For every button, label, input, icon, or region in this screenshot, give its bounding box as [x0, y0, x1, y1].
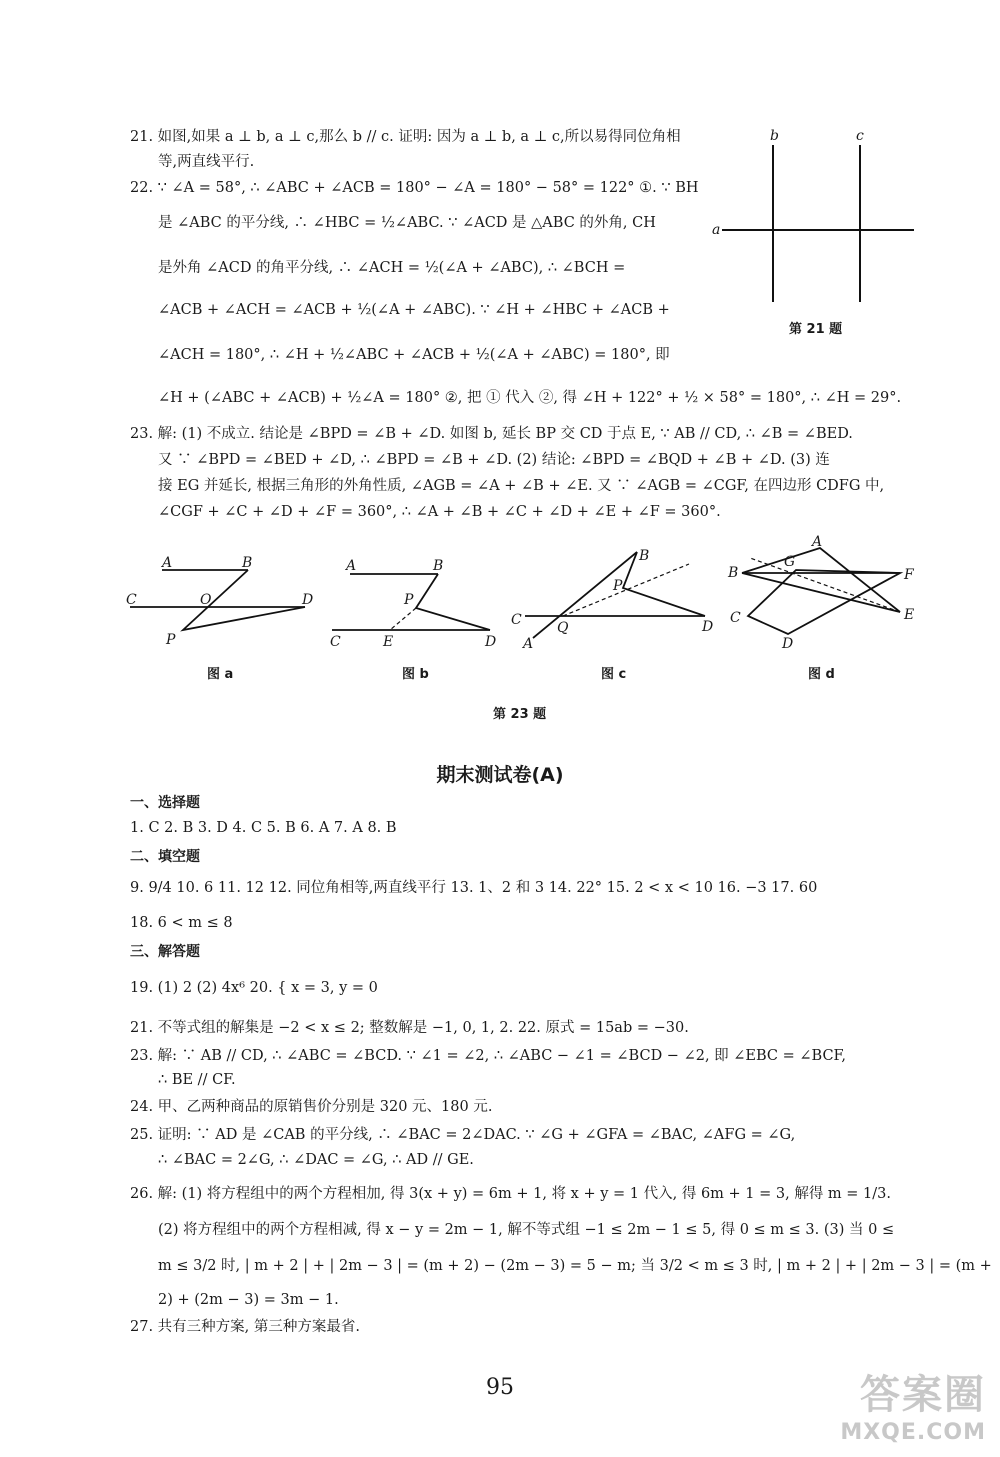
label-D: D	[782, 636, 794, 652]
label-D: D	[485, 634, 497, 650]
label-D: D	[302, 592, 314, 608]
watermark-line2: MXQE.COM	[840, 1420, 986, 1445]
fill-answers-1: 9. 9/4 10. 6 11. 12 12. 同位角相等,两直线平行 13. 1、2 和 3 14. 22° 15. 2 < x < 10 16. −3 17. 60	[130, 880, 818, 896]
q25-line2: ∴ ∠BAC = 2∠G, ∴ ∠DAC = ∠G, ∴ AD // GE.	[158, 1152, 474, 1168]
figure-23b	[320, 550, 520, 650]
q25-line1: 25. 证明: ∵ AD 是 ∠CAB 的平分线, ∴ ∠BAC = 2∠DAC. ∵ ∠G + ∠GFA = ∠BAC, ∠AFG = ∠G,	[130, 1127, 796, 1143]
q24: 24. 甲、乙两种商品的原销售价分别是 320 元、180 元.	[130, 1099, 493, 1115]
fig-b-caption: 图 b	[402, 667, 429, 682]
label-A: A	[523, 636, 534, 652]
label-P: P	[166, 632, 176, 648]
dashed-PE	[390, 608, 416, 630]
q22-line2: 是 ∠ABC 的平分线, ∴ ∠HBC = ½∠ABC. ∵ ∠ACD 是 △ABC 的外角, CH	[158, 215, 656, 231]
label-C: C	[330, 634, 341, 650]
label-b: b	[770, 128, 779, 144]
fig21-caption: 第 21 题	[789, 322, 843, 337]
label-E: E	[383, 634, 394, 650]
label-A: A	[346, 558, 357, 574]
q21-line2: 等,两直线平行.	[158, 154, 255, 170]
q23-line1: 23. 解: ∵ AB // CD, ∴ ∠ABC = ∠BCD. ∵ ∠1 = ∠2, ∴ ∠ABC − ∠1 = ∠BCD − ∠2, 即 ∠EBC = ∠BCF,	[130, 1048, 846, 1064]
q22-line3: 是外角 ∠ACD 的角平分线, ∴ ∠ACH = ½(∠A + ∠ABC), ∴ ∠BCH =	[158, 260, 626, 276]
fig23-caption: 第 23 题	[493, 707, 547, 722]
fill-answers-2: 18. 6 < m ≤ 8	[130, 915, 233, 931]
fig-c-caption: 图 c	[601, 667, 627, 682]
q23-line4: ∠CGF + ∠C + ∠D + ∠F = 360°, ∴ ∠A + ∠B + ∠C + ∠D + ∠E + ∠F = 360°.	[158, 504, 721, 520]
label-C: C	[126, 592, 137, 608]
label-A: A	[162, 555, 173, 571]
q22-line4: ∠ACB + ∠ACH = ∠ACB + ½(∠A + ∠ABC). ∵ ∠H + ∠HBC + ∠ACB +	[158, 302, 670, 318]
heading-choice: 一、选择题	[130, 795, 200, 811]
label-F: F	[904, 567, 914, 583]
q19-q20: 19. (1) 2 (2) 4x⁶ 20. { x = 3, y = 0	[130, 980, 378, 996]
heading-solutions: 三、解答题	[130, 944, 200, 960]
label-c: c	[856, 128, 864, 144]
page-number: 95	[486, 1375, 514, 1400]
exam-title: 期末测试卷(A)	[436, 764, 564, 786]
label-P: P	[404, 592, 414, 608]
figure-23c	[505, 542, 720, 652]
dashed-QP	[563, 564, 689, 616]
q26-line2: (2) 将方程组中的两个方程相减, 得 x − y = 2m − 1, 解不等式组 −1 ≤ 2m − 1 ≤ 5, 得 0 ≤ m ≤ 3. (3) 当 0 ≤	[158, 1222, 895, 1238]
heading-fill: 二、填空题	[130, 849, 200, 865]
figure-23d	[720, 530, 930, 655]
q21-line1: 21. 如图,如果 a ⊥ b, a ⊥ c,那么 b // c. 证明: 因为 a ⊥ b, a ⊥ c,所以易得同位角相	[130, 129, 681, 145]
label-P: P	[613, 578, 623, 594]
label-D: D	[702, 619, 714, 635]
q27: 27. 共有三种方案, 第三种方案最省.	[130, 1319, 360, 1335]
label-B: B	[728, 565, 739, 581]
label-B: B	[433, 558, 444, 574]
watermark-line1: 答案圈	[860, 1372, 986, 1418]
q26-line3: m ≤ 3/2 时, | m + 2 | + | 2m − 3 | = (m + 2) − (2m − 3) = 5 − m; 当 3/2 < m ≤ 3 时, | m + 2 | + | 2m − 3 | = (m +	[158, 1258, 992, 1274]
q26-line1: 26. 解: (1) 将方程组中的两个方程相加, 得 3(x + y) = 6m + 1, 将 x + y = 1 代入, 得 6m + 1 = 3, 解得 m = 1/3.	[130, 1186, 891, 1202]
label-C: C	[730, 610, 741, 626]
figure-23a	[120, 550, 330, 650]
fig-d-caption: 图 d	[808, 667, 835, 682]
path-BAE	[742, 548, 900, 612]
label-E: E	[904, 607, 915, 623]
watermark	[840, 1363, 986, 1445]
label-B: B	[639, 548, 650, 564]
q22-line6: ∠H + (∠ABC + ∠ACB) + ½∠A = 180° ②, 把 ① 代入 ②, 得 ∠H + 122° + ½ × 58° = 180°, ∴ ∠H = 29°.	[158, 390, 902, 406]
label-Q: Q	[557, 620, 569, 636]
q23-line2: 又 ∵ ∠BPD = ∠BED + ∠D, ∴ ∠BPD = ∠B + ∠D. (2) 结论: ∠BPD = ∠BQD + ∠B + ∠D. (3) 连	[158, 452, 830, 468]
q26-line4: 2) + (2m − 3) = 3m − 1.	[158, 1292, 339, 1308]
q23-line1: 23. 解: (1) 不成立. 结论是 ∠BPD = ∠B + ∠D. 如图 b, 延长 BP 交 CD 于点 E, ∵ AB // CD, ∴ ∠B = ∠BED.	[130, 426, 853, 442]
path-BPD	[416, 574, 490, 630]
choice-answers: 1. C 2. B 3. D 4. C 5. B 6. A 7. A 8. B	[130, 820, 397, 836]
q22-line1: 22. ∵ ∠A = 58°, ∴ ∠ABC + ∠ACB = 180° − ∠A = 180° − 58° = 122° ①. ∵ BH	[130, 180, 699, 196]
label-C: C	[511, 612, 522, 628]
fig-a-caption: 图 a	[207, 667, 234, 682]
q22-line5: ∠ACH = 180°, ∴ ∠H + ½∠ABC + ∠ACB + ½(∠A + ∠ABC) = 180°, 即	[158, 347, 670, 363]
label-O: O	[200, 592, 212, 608]
label-A: A	[812, 534, 823, 550]
label-G: G	[784, 554, 796, 570]
q21-q22: 21. 不等式组的解集是 −2 < x ≤ 2; 整数解是 −1, 0, 1, 2. 22. 原式 = 15ab = −30.	[130, 1020, 689, 1036]
figure-21	[700, 120, 930, 320]
q23-line3: 接 EG 并延长, 根据三角形的外角性质, ∠AGB = ∠A + ∠B + ∠E. 又 ∵ ∠AGB = ∠CGF, 在四边形 CDFG 中,	[158, 478, 885, 494]
path-BPD	[623, 552, 705, 616]
label-a: a	[712, 222, 721, 238]
label-B: B	[242, 555, 253, 571]
segment-AB	[533, 552, 637, 638]
q23-line2: ∴ BE // CF.	[158, 1072, 236, 1088]
